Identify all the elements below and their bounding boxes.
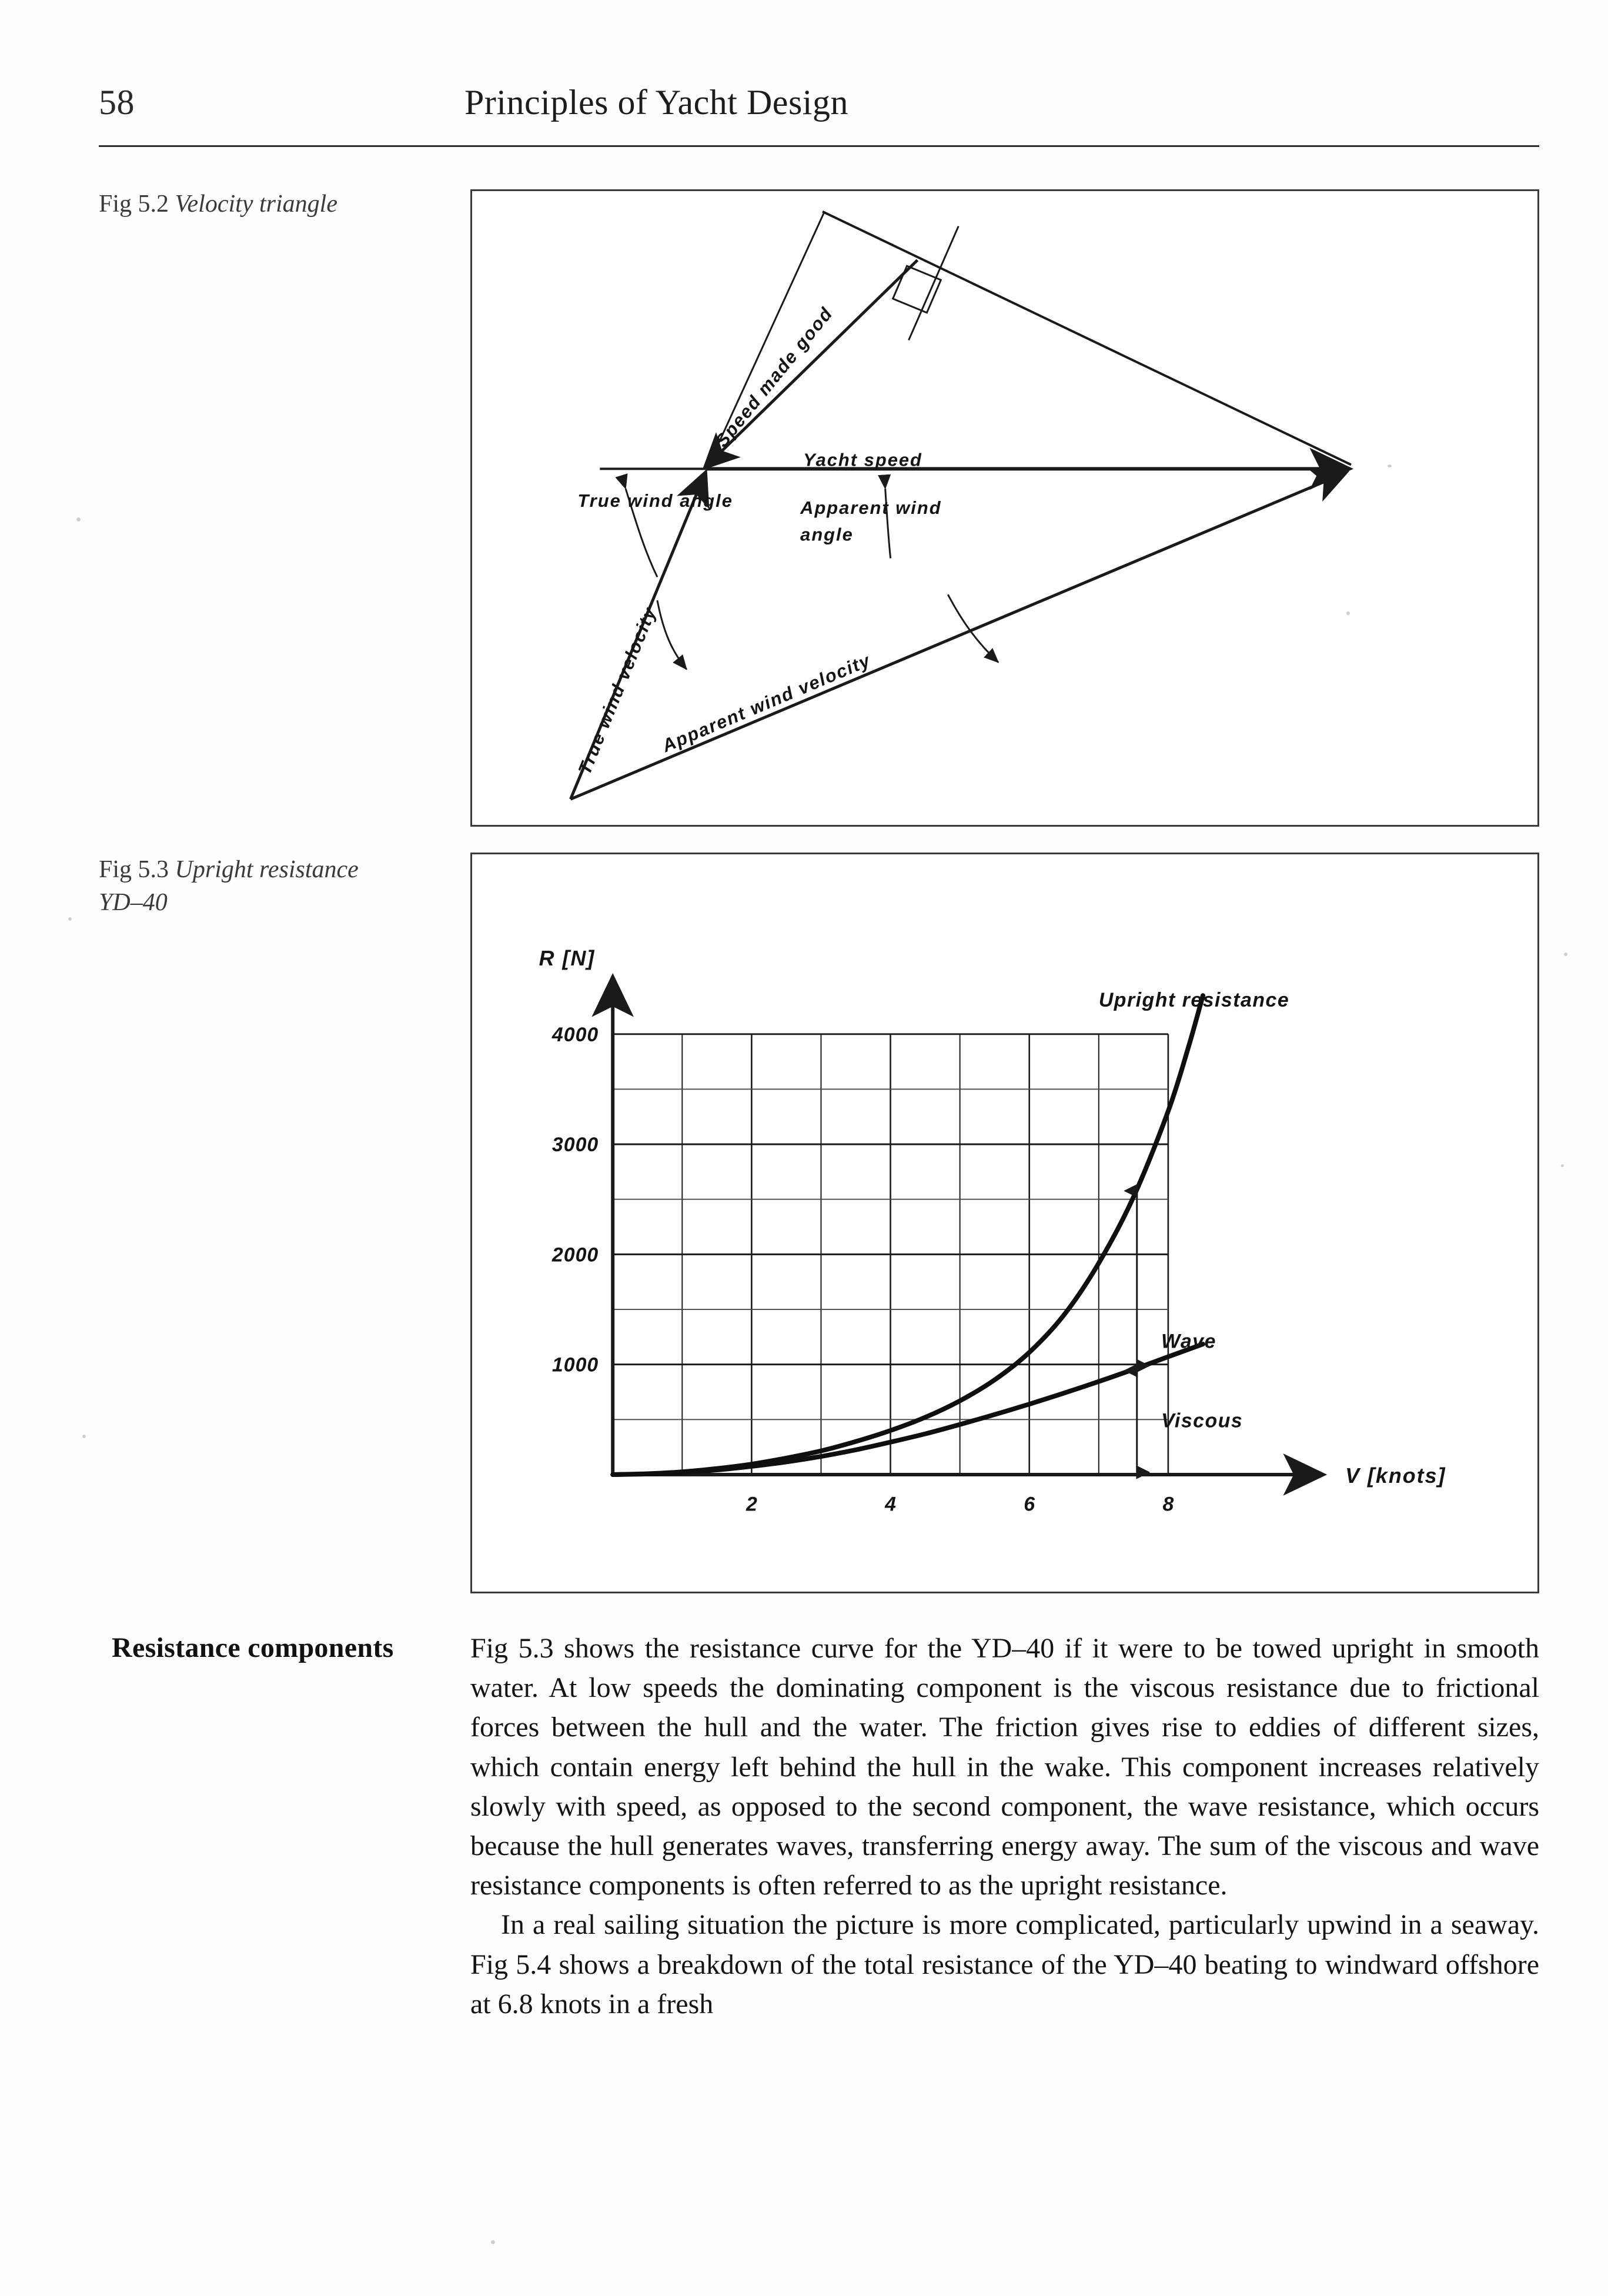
perpendicular-construction-line <box>909 226 959 340</box>
apparent-wind-velocity-vector <box>570 473 1345 799</box>
annotation-viscous: Viscous <box>1161 1409 1243 1432</box>
scan-speckle <box>491 2240 495 2244</box>
body-text <box>470 1629 1539 2024</box>
x-tick-label: 6 <box>1024 1493 1035 1516</box>
section-sidehead: Resistance components <box>112 1632 394 1663</box>
y-axis-label: R [N] <box>539 947 596 971</box>
figure-5-3-caption-lead: Fig 5.3 <box>99 856 169 883</box>
chart-tick-labels <box>539 947 1446 1516</box>
x-tick-label: 2 <box>746 1493 757 1516</box>
page-header <box>0 82 1608 159</box>
figure-5-3-frame <box>470 853 1539 1593</box>
y-tick-label: 1000 <box>551 1353 599 1376</box>
true-wind-angle-leader-lower <box>657 600 687 669</box>
chart-axes <box>613 978 1322 1475</box>
chart-curves <box>613 995 1203 1475</box>
label-apparent-wind-angle-line1: Apparent wind <box>800 497 942 518</box>
figure-5-3-caption-title-line1: Upright resistance <box>175 856 359 883</box>
y-tick-label: 4000 <box>551 1023 599 1046</box>
upright-resistance-chart <box>472 854 1537 1592</box>
figure-5-3-caption-title-line2: YD–40 <box>99 888 168 916</box>
curve-upright-resistance <box>613 995 1203 1475</box>
label-apparent-wind-velocity: Apparent wind velocity <box>658 650 874 757</box>
chart-gridlines <box>613 1034 1168 1475</box>
figure-5-2-frame <box>470 189 1539 827</box>
label-speed-made-good: Speed made good <box>711 303 837 451</box>
page-number: 58 <box>99 83 135 122</box>
scan-speckle <box>1564 953 1567 956</box>
scan-speckle <box>76 517 81 522</box>
annotation-upright-resistance: Upright resistance <box>1098 989 1290 1011</box>
scan-speckle <box>1388 464 1392 467</box>
y-tick-label: 2000 <box>551 1244 599 1266</box>
body-paragraph-2: In a real sailing situation the picture is more complicated, particularly upwind in a seaway. Fig 5.4 shows a breakdown of the total resistance of the YD–40 beating to windward offshore at 6.8 knots in a fresh <box>470 1909 1539 2020</box>
velocity-triangle-diagram <box>472 191 1537 825</box>
upper-right-edge <box>823 212 1351 465</box>
scan-speckle <box>82 1435 86 1438</box>
x-tick-label: 4 <box>885 1493 896 1516</box>
label-true-wind-velocity: True wind velocity <box>574 603 661 778</box>
figure-5-3-caption <box>99 854 463 920</box>
chart-annotations <box>1099 989 1289 1475</box>
label-yacht-speed: Yacht speed <box>803 449 922 470</box>
x-axis-label: V [knots] <box>1345 1463 1446 1488</box>
figure-5-2-caption-lead: Fig 5.2 <box>99 191 169 218</box>
scan-speckle <box>68 917 72 921</box>
x-tick-label: 8 <box>1162 1493 1174 1516</box>
figure-5-2-caption-title: Velocity triangle <box>175 191 337 218</box>
scan-speckle <box>1346 611 1350 615</box>
figure-5-2-caption <box>99 188 463 221</box>
y-tick-label: 3000 <box>551 1134 599 1157</box>
scan-speckle <box>1561 1164 1564 1167</box>
body-paragraph-1: Fig 5.3 shows the resistance curve for the YD–40 if it were to be towed upright in smooth water. At low speeds the dominating component is the viscous resistance due to frictional forces between the hull and the water. The friction gives rise to eddies of different sizes, which contain energy left behind the hull in the wake. This component increases relatively slowly with speed, as opposed to the second component, the wave resistance, which occurs because the hull generates waves, transferring energy away. The sum of the viscous and wave resistance components is often referred to as the upright resistance. <box>470 1633 1539 1901</box>
header-divider <box>99 145 1539 147</box>
annotation-wave: Wave <box>1161 1330 1216 1353</box>
label-apparent-wind-angle-line2: angle <box>800 524 854 545</box>
right-angle-marker <box>893 266 941 313</box>
label-true-wind-angle: True wind angle <box>577 490 733 512</box>
running-head-title: Principles of Yacht Design <box>464 83 848 122</box>
